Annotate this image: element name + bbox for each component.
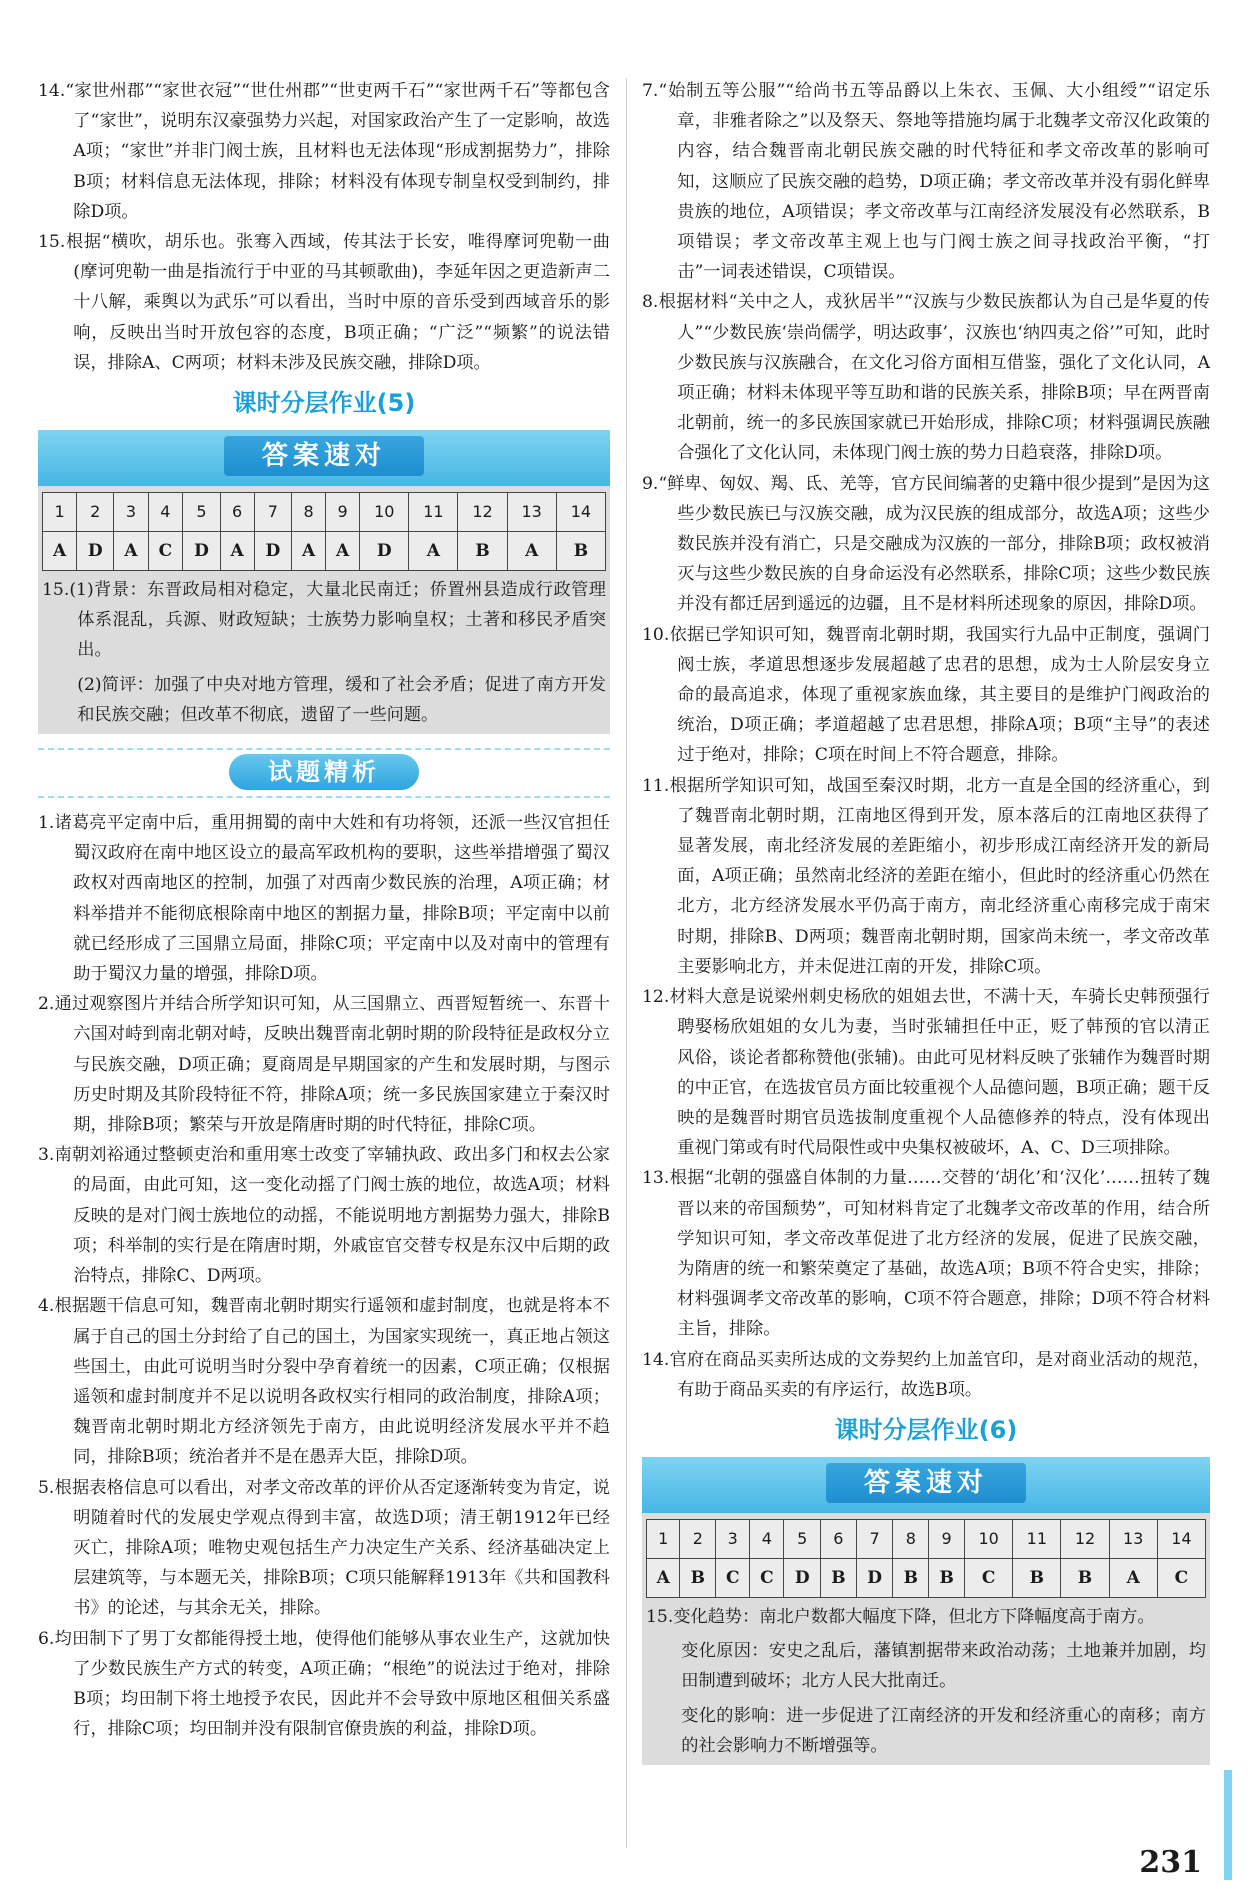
q15-answer-part3: 变化的影响：进一步促进了江南经济的开发和经济重心的南移；南方的社会影响力不断增强等。 — [681, 1705, 1206, 1756]
analysis-item: 5.根据表格信息可以看出，对孝文帝改革的评价从否定逐渐转变为肯定，说明随着时代的发展史学观点得到丰富，故选D项；清王朝1912年已经灭亡，排除A项；唯物史观包括生产力决定生产关系、经济基础决定上层建筑等，与本题无关，排除B项；C项只能解释1913年《共和国教科书》的论述，与其余无关，排除。 — [38, 1477, 610, 1619]
section-title: 课时分层作业(5) — [232, 389, 416, 418]
analysis-banner — [38, 748, 610, 798]
analysis-item: 1.诸葛亮平定南中后，重用拥蜀的南中大姓和有功将领，还派一些汉官担任蜀汉政府在南中地区设立的最高军政机构的要职，这些举措增强了蜀汉政权对西南地区的控制，加强了对西南少数民族的治理，A项正确；材料举措并不能彻底根除南中地区的割据力量，排除B项；平定南中以前就已经形成了三国鼎立局面，排除C项；平定南中以及对南中的管理有助于蜀汉力量的增强，排除D项。 — [38, 813, 610, 985]
analysis-item: 3.南朝刘裕通过整顿吏治和重用寒士改变了宰辅执政、政出多门和权去公家的局面，由此可知，这一变化动摇了门阀士族的地位，故选A项；材料反映的是对门阀士族地位的动摇，不能说明地方割据势力强大，排除B项；科举制的实行是在隋唐时期，外戚宦官交替专权是东汉中后期的政治特点，排除C、D两项。 — [38, 1145, 610, 1287]
q15-answer-part2: (2)简评：加强了中央对地方管理，缓和了社会矛盾；促进了南方开发和民族交融；但改革不彻底，遗留了一些问题。 — [77, 674, 606, 725]
right-column — [642, 76, 1210, 1779]
q15-answer: 15.变化趋势：南北户数都大幅度下降，但北方下降幅度高于南方。 — [646, 1606, 1155, 1627]
analysis-item: 10.依据已学知识可知，魏晋南北朝时期，我国实行九品中正制度，强调门阀士族，孝道思想逐步发展超越了忠君的思想，成为士人阶层安身立命的最高追求，体现了重视家族血缘，其主要目的是维护门阀政治的统治，D项正确；孝道超越了忠君思想，排除A项；B项“主导”的表述过于绝对，排除；C项在时间上不符合题意，排除。 — [642, 624, 1210, 766]
analysis-item: 7.“始制五等公服”“给尚书五等品爵以上朱衣、玉佩、大小组绶”“诏定乐章，非雅者除之”以及祭天、祭地等措施均属于北魏孝文帝汉化政策的内容，结合魏晋南北朝民族交融的时代特征和孝文帝改革的影响可知，这顺应了民族交融的趋势，D项正确；孝文帝改革并没有弱化鲜卑贵族的地位，A项错误；孝文帝改革与江南经济发展没有必然联系，B项错误；孝文帝改革主观上也与门阀士族之间寻找政治平衡，“打击”一词表述错误，C项错误。 — [642, 81, 1210, 283]
answers-row: A B C C D B D B B C B B A C — [647, 1558, 1206, 1597]
answer-key-table — [42, 492, 606, 571]
q15-answer: 15.(1)背景：东晋政局相对稳定，大量北民南迁；侨置州县造成行政管理体系混乱，兵源、财政短缺；士族势力影响皇权；土著和移民矛盾突出。 — [42, 580, 606, 661]
question-numbers-row: 1 2 3 4 5 6 7 8 9 10 11 12 13 14 — [43, 493, 606, 532]
banner-label: 答案速对 — [224, 436, 424, 476]
quick-answers-banner — [642, 1457, 1210, 1513]
analysis-item: 8.根据材料“关中之人，戎狄居半”“汉族与少数民族都认为自己是华夏的传人”“少数民族‘崇尚儒学，明达政事’，汉族也‘纳四夷之俗’”可知，此时少数民族与汉族融合，在文化习俗方面相互借鉴，强化了文化认同，A项正确；材料未体现平等互助和谐的民族关系，排除B项；早在两晋南北朝前，统一的多民族国家就已开始形成，排除C项；材料强调民族融合强化了文化认同，未体现门阀士族的势力日趋衰落，排除D项。 — [642, 292, 1210, 464]
banner-label: 答案速对 — [826, 1463, 1026, 1503]
section-title: 课时分层作业(6) — [834, 1415, 1018, 1444]
banner-label: 试题精析 — [229, 754, 419, 790]
column-divider — [626, 78, 627, 1848]
answer-item: 15.根据“横吹，胡乐也。张骞入西域，传其法于长安，唯得摩诃兜勒一曲(摩诃兜勒一曲是指流行于中亚的马其顿歌曲)，李延年因之更造新声二十八解，乘舆以为武乐”可以看出，当时中原的音乐受到西域音乐的影响，反映出当时开放包容的态度，B项正确；“广泛”“频繁”的说法错误，排除A、C两项；材料未涉及民族交融，排除D项。 — [38, 232, 610, 373]
page-number: 231 — [1139, 1845, 1202, 1880]
analysis-item: 13.根据“北朝的强盛自体制的力量……交替的‘胡化’和‘汉化’……扭转了魏晋以来的帝国颓势”，可知材料肯定了北魏孝文帝改革的作用，结合所学知识可知，孝文帝改革促进了北方经济的发展，促进了民族交融，为隋唐的统一和繁荣奠定了基础，故选A项；B项不符合史实，排除；材料强调孝文帝改革的影响，C项不符合题意，排除；D项不符合材料主旨，排除。 — [642, 1168, 1210, 1340]
answer-key-table — [646, 1519, 1206, 1598]
analysis-item: 12.材料大意是说梁州刺史杨欣的姐姐去世，不满十天，车骑长史韩预强行聘娶杨欣姐姐的女儿为妻，当时张辅担任中正，贬了韩预的官以清正风俗，谈论者都称赞他(张辅)。由此可见材料反映了张辅作为魏晋时期的中正官，在选拔官员方面比较重视个人品德问题，B项正确；题干反映的是魏晋时期官员选拔制度重视个人品德修养的特点，没有体现出重视门第或有时代局限性或中央集权被破坏，A、C、D三项排除。 — [642, 987, 1210, 1159]
analysis-item: 4.根据题干信息可知，魏晋南北朝时期实行遥领和虚封制度，也就是将本不属于自己的国土分封给了自己的国土，为国家实现统一，真正地占领这些国土，由此可说明当时分裂中孕育着统一的因素，C项正确；仅根据遥领和虚封制度并不足以说明各政权实行相同的政治制度，排除A项；魏晋南北朝时期北方经济领先于南方，由此说明经济发展水平并不趋同，排除B项；统治者并不是在愚弄大臣，排除D项。 — [38, 1296, 610, 1468]
q15-answer-part2: 变化原因：安史之乱后，藩镇割据带来政治动荡；土地兼并加剧，均田制遭到破坏；北方人民大批南迁。 — [681, 1641, 1206, 1692]
answer-key-box — [642, 1457, 1210, 1765]
page-edge-tab — [1224, 1770, 1232, 1880]
answer-item: 14.“家世州郡”“家世衣冠”“世仕州郡”“世吏两千石”“家世两千石”等都包含了“家世”，说明东汉豪强势力兴起，对国家政治产生了一定影响，故选A项；“家世”并非门阀士族，且材料也无法体现“形成割据势力”，排除B项；材料信息无法体现，排除；材料没有体现专制皇权受到制约，排除D项。 — [38, 81, 610, 222]
answer-key-box — [38, 430, 610, 734]
answers-row: A D A C D A D A A D A B A B — [43, 532, 606, 571]
analysis-item: 6.均田制下了男丁女都能得授土地，使得他们能够从事农业生产，这就加快了少数民族生产方式的转变，A项正确；“根绝”的说法过于绝对，排除B项；均田制下将土地授予农民，因此并不会导致中原地区租佃关系盛行，排除C项；均田制并没有限制官僚贵族的利益，排除D项。 — [38, 1628, 610, 1740]
analysis-item: 2.通过观察图片并结合所学知识可知，从三国鼎立、西晋短暂统一、东晋十六国对峙到南北朝对峙，反映出魏晋南北朝时期的阶段特征是政权分立与民族交融，D项正确；夏商周是早期国家的产生和发展时期，与图示历史时期及其阶段特征不符，排除A项；统一多民族国家建立于秦汉时期，排除B项；繁荣与开放是隋唐时期的时代特征，排除C项。 — [38, 994, 610, 1136]
analysis-item: 11.根据所学知识可知，战国至秦汉时期，北方一直是全国的经济重心，到了魏晋南北朝时期，江南地区得到开发，原本落后的江南地区获得了显著发展，南北经济发展的差距缩小，初步形成江南经济开发的新局面，A项正确；虽然南北经济的差距在缩小，但此时的经济重心仍然在北方，北方经济发展水平仍高于南方，南北经济重心南移完成于南宋时期，排除B、D两项；魏晋南北朝时期，国家尚未统一，孝文帝改革主要影响北方，并未促进江南的开发，排除C项。 — [642, 775, 1210, 977]
left-column — [38, 76, 610, 1744]
question-numbers-row: 1 2 3 4 5 6 7 8 9 10 11 12 13 14 — [647, 1519, 1206, 1558]
analysis-item: 14.官府在商品买卖所达成的文券契约上加盖官印，是对商业活动的规范，有助于商品买卖的有序运行，故选B项。 — [642, 1349, 1210, 1400]
analysis-item: 9.“鲜卑、匈奴、羯、氐、羌等，官方民间编著的史籍中很少提到”是因为这些少数民族已与汉族交融，成为汉民族的组成部分，故选A项；这些少数民族并没有消亡，只是交融成为汉族的一部分，排除B项；政权被消灭与这些少数民族的自身命运没有必然联系，排除C项；这些少数民族并没有都迁居到遥远的边疆，且不是材料所述现象的原因，排除D项。 — [642, 473, 1210, 615]
quick-answers-banner — [38, 430, 610, 486]
